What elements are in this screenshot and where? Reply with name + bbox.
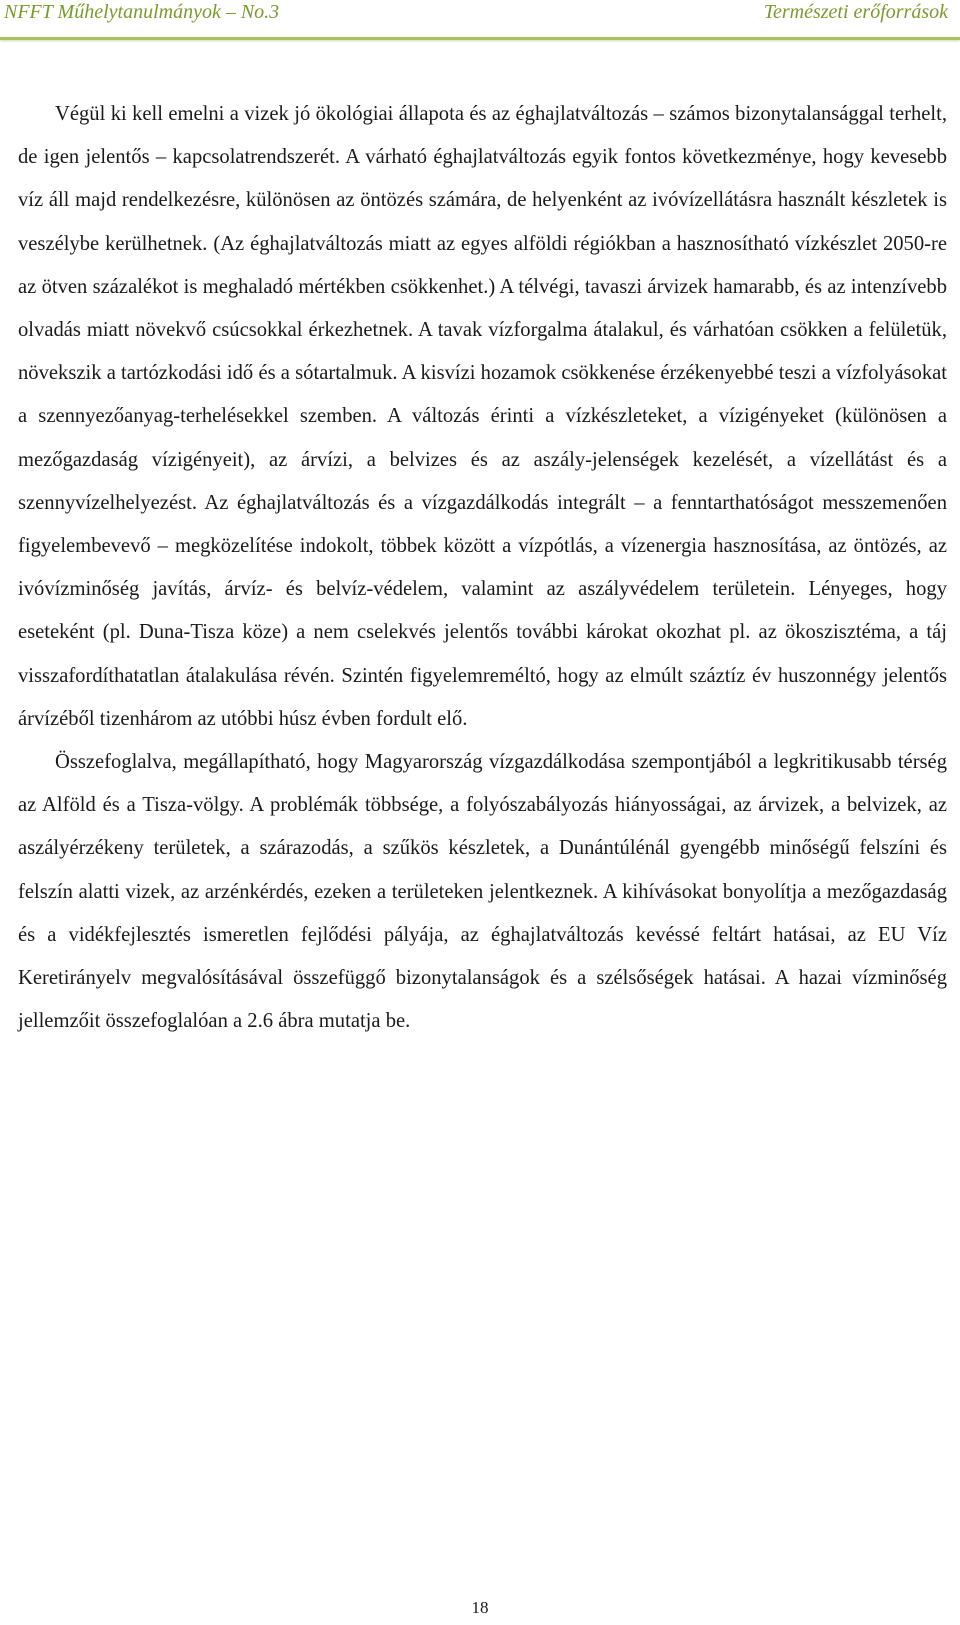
paragraph-climate-change: Végül ki kell emelni a vizek jó ökológiai állapota és az éghajlatváltozás – számos bizonytalansággal terhelt, de igen jelentős – kapcsolatrendszerét. A várható éghajlatváltozás egyik fontos következménye, hogy kevesebb víz áll majd rendelkezésre, különösen az öntözés számára, de helyenként az ivóvízellátásra használt készletek is veszélybe kerülhetnek. (Az éghajlatváltozás miatt az egyes alföldi régiókban a hasznosítható vízkészlet 2050-re az ötven százalékot is meghaladó mértékben csökkenhet.) A télvégi, tavaszi árvizek hamarabb, és az intenzívebb olvadás miatt növekvő csúcsokkal érkezhetnek. A tavak vízforgalma átalakul, és várhatóan csökken a felületük, növekszik a tartózkodási idő és a sótartalmuk. A kisvízi hozamok csökkenése érzékenyebbé teszi a vízfolyásokat a szennyezőanyag-terhelésekkel szemben. A változás érinti a vízkészleteket, a vízigényeket (különösen a mezőgazdaság vízigényeit), az árvízi, a belvizes és az aszály-jelenségek kezelését, a vízellátást és a szennyvízelhelyezést. Az éghajlatváltozás és a vízgazdálkodás integrált – a fenntarthatóságot messzemenően figyelembevevő – megközelítése indokolt, többek között a vízpótlás, a vízenergia hasznosítása, az öntözés, az ivóvízminőség javítás, árvíz- és belvíz-védelem, valamint az aszályvédelem területein. Lényeges, hogy eseteként (pl. Duna-Tisza köze) a nem cselekvés jelentős további károkat okozhat pl. az ökoszisztéma, a táj visszafordíthatatlan átalakulása révén. Szintén figyelemreméltó, hogy az elmúlt száztíz év huszonnégy jelentős árvízéből tizenhárom az utóbbi húsz évben fordult elő. — [18, 103, 947, 730]
page-body — [18, 93, 947, 1043]
chapter-title: Természeti erőforrások — [763, 1, 948, 23]
paragraph-summary: Összefoglalva, megállapítható, hogy Magyarország vízgazdálkodása szempontjából a legkritikusabb térség az Alföld és a Tisza-völgy. A problémák többsége, a folyószabályozás hiányosságai, az árvizek, a belvizek, az aszályérzékeny területek, a szárazodás, a szűkös készletek, a Dunántúlénál gyengébb minőségű felszíni és felszín alatti vizek, az arzénkérdés, ezeken a területeken jelentkeznek. A kihívásokat bonyolítja a mezőgazdaság és a vidékfejlesztés ismeretlen fejlődési pályája, az éghajlatváltozás kevéssé feltárt hatásai, az EU Víz Keretirányelv megvalósításával összefüggő bizonytalanságok és a szélsőségek hatásai. A hazai vízminőség jellemzőit összefoglalóan a 2.6 ábra mutatja be. — [18, 751, 947, 1033]
page-number: 18 — [471, 1598, 489, 1617]
page-header — [0, 0, 960, 40]
header-divider — [0, 37, 960, 40]
publication-title: NFFT Műhelytanulmányok – No.3 — [4, 1, 280, 23]
